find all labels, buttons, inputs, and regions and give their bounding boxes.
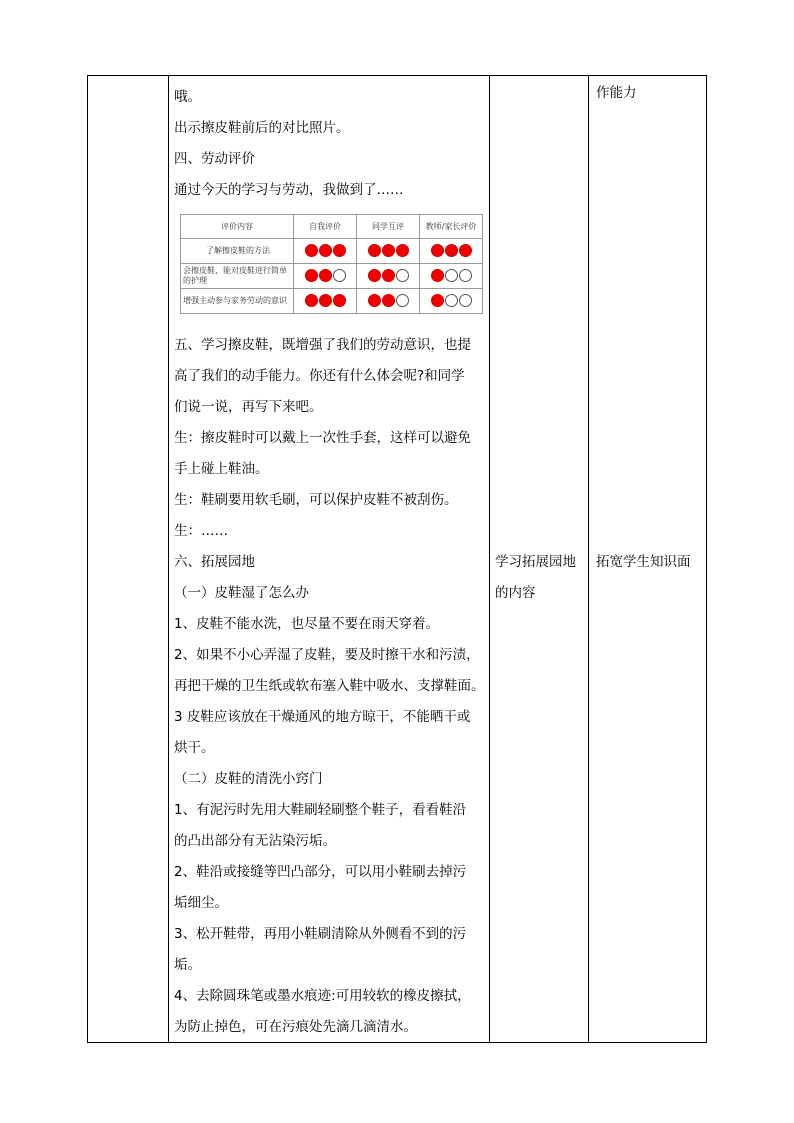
rating-cell-peer (357, 239, 420, 264)
content-line: 2、鞋沿或接缝等凹凸部分，可以用小鞋刷去掉污 (174, 864, 467, 880)
filled-circle-icon (382, 269, 395, 282)
content-line: 3、松开鞋带，再用小鞋刷清除从外侧看不到的污 (174, 926, 467, 942)
content-line: 垢细尘。 (174, 895, 228, 911)
rating-cell-peer (357, 289, 420, 314)
rating-cell-teacher (420, 264, 483, 289)
filled-circle-icon (396, 244, 409, 257)
filled-circle-icon (445, 244, 458, 257)
content-line: 六、拓展园地 (174, 554, 255, 570)
content-line: 哦。 (174, 89, 201, 105)
intent-text: 拓宽学生知识面 (596, 554, 691, 570)
rating-dots (305, 294, 346, 307)
column-divider (588, 76, 589, 1042)
rating-dots (305, 269, 346, 282)
filled-circle-icon (382, 244, 395, 257)
filled-circle-icon (319, 269, 332, 282)
content-line: 为防止掉色，可在污痕处先滴几滴清水。 (174, 1019, 417, 1035)
content-line: 生：擦皮鞋时可以戴上一次性手套，这样可以避免 (174, 430, 471, 446)
content-line: 垢。 (174, 957, 201, 973)
empty-circle-icon (459, 294, 472, 307)
content-line: 们说一说，再写下来吧。 (174, 399, 323, 415)
content-line: （一）皮鞋湿了怎么办 (174, 585, 309, 601)
content-line: 再把干燥的卫生纸或软布塞入鞋中吸水、支撑鞋面。 (174, 678, 485, 694)
filled-circle-icon (368, 294, 381, 307)
evaluation-criterion: 增强主动参与家务劳动的意识 (181, 289, 294, 314)
empty-circle-icon (333, 269, 346, 282)
rating-dots (431, 269, 472, 282)
purpose-text-line: 的内容 (495, 585, 536, 601)
empty-circle-icon (396, 294, 409, 307)
filled-circle-icon (333, 244, 346, 257)
empty-circle-icon (445, 269, 458, 282)
content-line: 1、皮鞋不能水洗，也尽量不要在雨天穿着。 (174, 616, 440, 632)
evaluation-criterion: 了解擦皮鞋的方法 (181, 239, 294, 264)
evaluation-row (181, 264, 483, 289)
content-line: 生：…… (174, 523, 228, 539)
rating-dots (305, 244, 346, 257)
evaluation-header-cell: 教师/家长评价 (420, 215, 483, 239)
content-line: （二）皮鞋的清洗小窍门 (174, 771, 323, 787)
filled-circle-icon (305, 269, 318, 282)
content-line: 生：鞋刷要用软毛刷，可以保护皮鞋不被刮伤。 (174, 492, 458, 508)
lesson-table (87, 75, 707, 1043)
rating-cell-teacher (420, 289, 483, 314)
evaluation-header-cell: 评价内容 (181, 215, 294, 239)
filled-circle-icon (459, 244, 472, 257)
content-line: 通过今天的学习与劳动，我做到了…… (174, 182, 404, 198)
filled-circle-icon (319, 244, 332, 257)
evaluation-table (180, 214, 483, 314)
content-line: 1、有泥污时先用大鞋刷轻刷整个鞋子，看看鞋沿 (174, 802, 467, 818)
empty-circle-icon (396, 269, 409, 282)
evaluation-criterion: 会擦皮鞋，能对皮鞋进行简单的护理 (181, 264, 294, 289)
rating-cell-self (294, 239, 357, 264)
content-line: 手上碰上鞋油。 (174, 461, 269, 477)
purpose-column (495, 547, 585, 609)
content-line: 3 皮鞋应该放在干燥通风的地方晾干，不能晒干或 (174, 709, 471, 725)
rating-cell-self (294, 264, 357, 289)
purpose-text-line: 学习拓展园地 (495, 554, 576, 570)
filled-circle-icon (305, 244, 318, 257)
rating-cell-peer (357, 264, 420, 289)
evaluation-header-cell: 同学互评 (357, 215, 420, 239)
rating-dots (368, 294, 409, 307)
content-line: 五、学习擦皮鞋，既增强了我们的劳动意识，也提 (174, 337, 471, 353)
column-divider (168, 76, 169, 1042)
rating-dots (368, 269, 409, 282)
filled-circle-icon (319, 294, 332, 307)
content-line: 四、劳动评价 (174, 151, 255, 167)
rating-cell-self (294, 289, 357, 314)
evaluation-row (181, 289, 483, 314)
evaluation-header-row (181, 215, 483, 239)
empty-circle-icon (459, 269, 472, 282)
intent-text: 作能力 (596, 85, 637, 101)
filled-circle-icon (333, 294, 346, 307)
evaluation-header-cell: 自我评价 (294, 215, 357, 239)
intent-column-extend (596, 547, 704, 578)
rating-dots (368, 244, 409, 257)
filled-circle-icon (431, 269, 444, 282)
column-divider (489, 76, 490, 1042)
rating-cell-teacher (420, 239, 483, 264)
filled-circle-icon (368, 269, 381, 282)
intent-column-top (596, 78, 704, 109)
empty-circle-icon (445, 294, 458, 307)
content-line: 出示擦皮鞋前后的对比照片。 (174, 120, 350, 136)
evaluation-row (181, 239, 483, 264)
rating-dots (431, 244, 472, 257)
content-line: 高了我们的动手能力。你还有什么体会呢?和同学 (174, 368, 465, 384)
content-line: 2、如果不小心弄湿了皮鞋，要及时擦干水和污渍， (174, 647, 480, 663)
filled-circle-icon (382, 294, 395, 307)
filled-circle-icon (368, 244, 381, 257)
content-line: 烘干。 (174, 740, 215, 756)
content-line: 4、去除圆珠笔或墨水痕迹:可用较软的橡皮擦拭， (174, 988, 471, 1004)
filled-circle-icon (305, 294, 318, 307)
filled-circle-icon (431, 294, 444, 307)
rating-dots (431, 294, 472, 307)
content-line: 的凸出部分有无沾染污垢。 (174, 833, 336, 849)
filled-circle-icon (431, 244, 444, 257)
